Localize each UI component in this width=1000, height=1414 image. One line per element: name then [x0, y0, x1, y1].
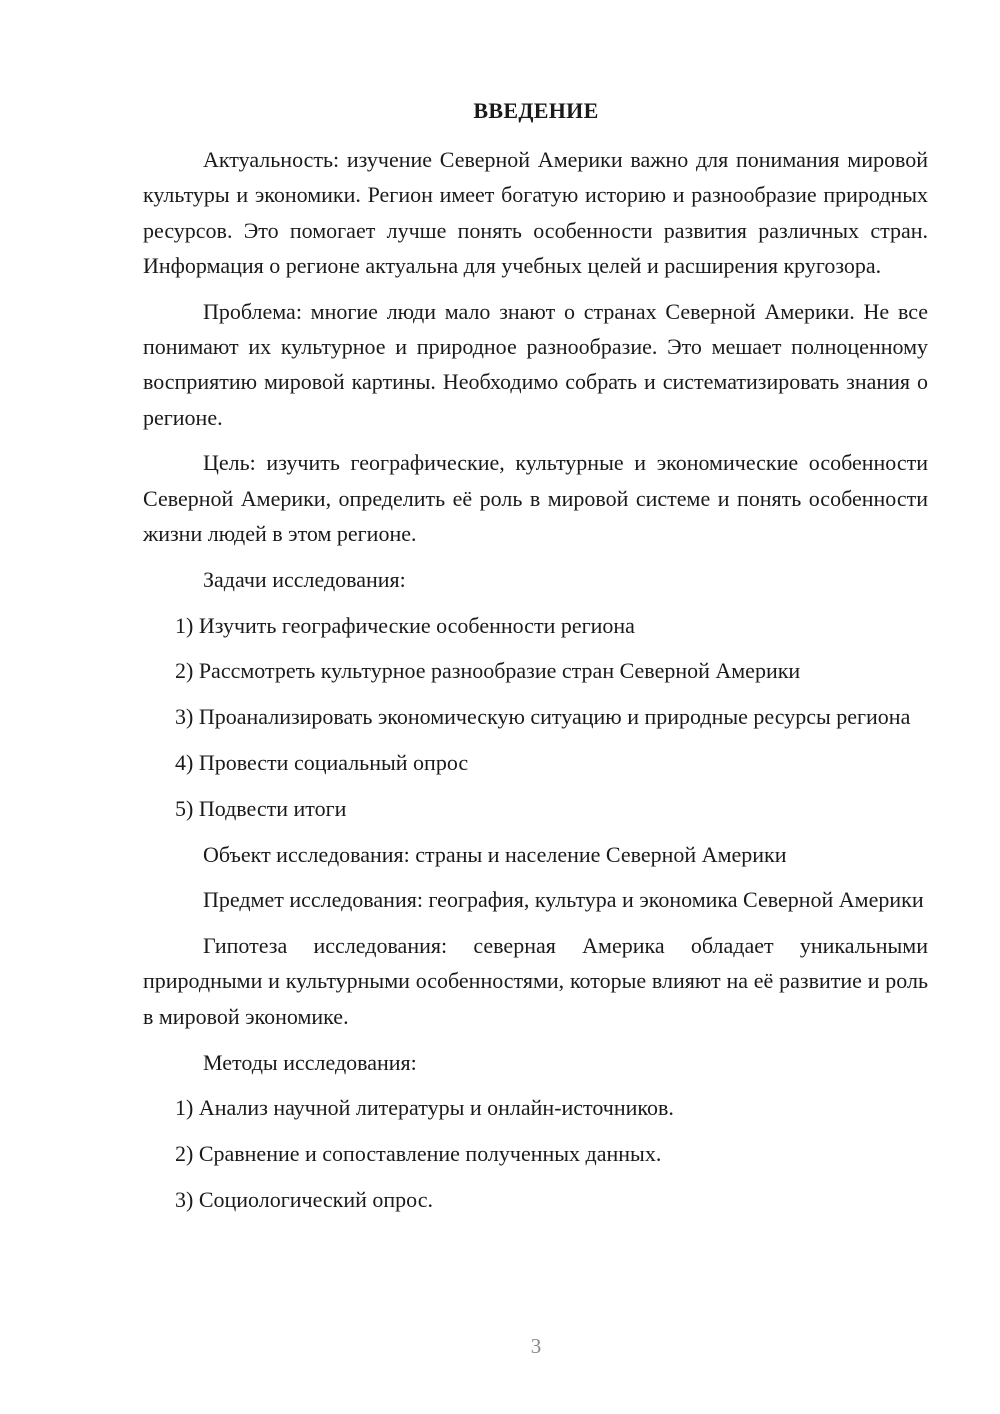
list-item: 1) Изучить географические особенности региона — [175, 612, 635, 638]
list-item: 3) Проанализировать экономическую ситуацию и природные ресурсы региона — [175, 704, 911, 730]
tasks-list — [143, 608, 928, 826]
list-item: 2) Рассмотреть культурное разнообразие стран Северной Америки — [175, 658, 801, 684]
list-item: 1) Анализ научной литературы и онлайн-источников. — [175, 1095, 674, 1121]
document-body — [143, 142, 928, 1228]
hypothesis-paragraph: Гипотеза исследования: северная Америка обладает уникальными природными и культурными особенностями, которые влияют на её развитие и роль в мировой экономике. — [143, 933, 928, 1029]
tasks-heading: Задачи исследования: — [203, 566, 406, 592]
problem-paragraph: Проблема: многие люди мало знают о странах Северной Америки. Не все понимают их культурное и природное разнообразие. Это мешает полноценному восприятию мировой картины. Необходимо собрать и систематизировать знания о регионе. — [143, 298, 928, 430]
relevance-paragraph: Актуальность: изучение Северной Америки важно для понимания мировой культуры и экономики. Регион имеет богатую историю и разнообразие природных ресурсов. Это помогает лучше понять особенности развития различных стран. Информация о регионе актуальна для учебных целей и расширения кругозора. — [143, 147, 928, 278]
goal-paragraph: Цель: изучить географические, культурные и экономические особенности Северной Америки, определить её роль в мировой системе и понять особенности жизни людей в этом регионе. — [143, 450, 928, 546]
list-item: 5) Подвести итоги — [175, 795, 347, 821]
list-item: 2) Сравнение и сопоставление полученных данных. — [175, 1141, 662, 1167]
page-title: ВВЕДЕНИЕ — [473, 98, 599, 123]
list-item: 4) Провести социальный опрос — [175, 749, 469, 775]
list-item: 3) Социологический опрос. — [175, 1186, 433, 1212]
subject-paragraph: Предмет исследования: география, культура и экономика Северной Америки — [203, 887, 924, 913]
page-number: 3 — [530, 1334, 542, 1358]
methods-list — [143, 1090, 928, 1217]
object-paragraph: Объект исследования: страны и население Северной Америки — [203, 841, 787, 867]
methods-heading: Методы исследования: — [203, 1049, 417, 1075]
